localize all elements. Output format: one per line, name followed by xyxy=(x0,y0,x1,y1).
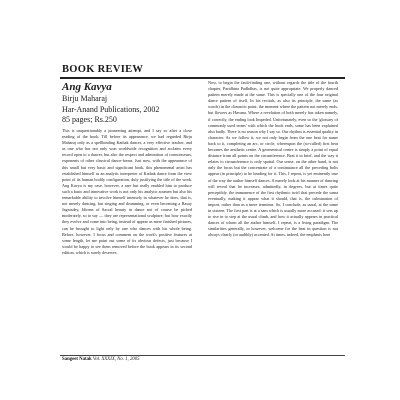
footer-issue: Vol. XXXIX, No. 1, 2005 xyxy=(92,357,140,362)
left-column-text: This is unquestionably a pioneering attempt, and I say so after a close reading of the book. Till before its appearance, we had regarded Birju Maharaj only as a spellbinding Kathak dancer, a very effective teacher, and as one who has not only won worldwide recognition and acclaim every record open to a dancer, but also the respect and admiration of connoisseurs, exponents of other classical dance-forms. Just now, with the appearance of this small but very basic and significant book, this phenomenal artist has established himself as an analytic interpreter of Kathak dance from the view point of its human bodily configuration, duly justifying the title of the work. Ang Kavya is my case, however, a rare but really enabled him to produce such a basic and innovative work is not only his analytic acumen but also his remarkable ability to involve himself intensely in whatever he does, that is, not merely dancing, but singing and drumming, or even becoming a Rasay Jagrasdey, Idioms of Sacral beauty in dance not of course be picked moderately, so to say — they are representational sculpture; but how exactly they evolve and come into being, instead of appear as mere finished pictures, can be brought to light only by one who dances with his whole being. Before, however, I focus and comment on the work's positive features at some length, let me point out some of its obvious defects, just because I would be happy to see them removed before the book appears in its second edition, which is surely deserves. xyxy=(62,128,192,255)
book-header xyxy=(62,80,202,126)
footer-rule xyxy=(60,355,345,356)
footer xyxy=(62,357,140,362)
section-rule xyxy=(60,77,345,79)
book-author: Birju Maharaj xyxy=(62,94,108,103)
book-publisher: Har-Anand Publications, 2002 xyxy=(62,104,160,114)
left-column xyxy=(62,128,192,353)
book-title: Ang Kavya xyxy=(62,81,112,93)
right-column xyxy=(208,80,338,352)
book-pages-price: 85 pages; Rs.250 xyxy=(62,115,117,124)
footer-journal: Sangeet Natak xyxy=(62,357,92,362)
right-column-text: Now, to begin the fault-finding one, without regards the title of the fourth chapter, Paridhina Padhdhas, is not quite appropriate. We properly danced pattern merely made at the same. This is specially one of the four original dance pattern of itself. In his recitals, as also its principle, the same (as words) in the climactic point, the moment where the pattern not merely ends, but flowers as Havana. Where a revelation of both merely has taken namely, if correctly, the ending look Impeded. Unfortunately, even so the 'glossary of commonly used terms' with which the book ends, some has been explained also badly. There is no reason why I say so. Our rhythm is essential quality in character. As we follow it, we not only begin from the one beat for name back to it, completing an arc, or circle, whereupon the (so-called) first beat becomes the aesthetic centre. A geometrical centre is simply a point of equal distance from all points on the circumference. Beat it in brief, and the way it relates to circumference is only spatial. Our sense, on the other hand, is not only the focus but the concentrate of a continuance all the preceding bolts appear (in principle) to be heading for it. This, I repeat, is yet eminently true of the way the author himself dances. A merely look at his manner of dancing will reveal that he increases, admittedly, in degrees, but at times quite perceptibly. the immanence of the first rhythmic twirl that precede the sama eventually, making it appear what it should, that is, the culmination of import, rather than as a mere terminus. So, I conclude, as usual, at the same in sixteen. The first part is at a sam which is usually more accused: it sets up to rise in to step at the usual climb, and how it actually appears in practical dances of whom all the author himself, I repeat, is a living paradigm. The similarities generally, in however, welcome for the beat in question is not always clearly (or audibly) accented. At times, indeed, the emphasis here xyxy=(208,80,338,238)
section-label: BOOK REVIEW xyxy=(62,64,144,75)
